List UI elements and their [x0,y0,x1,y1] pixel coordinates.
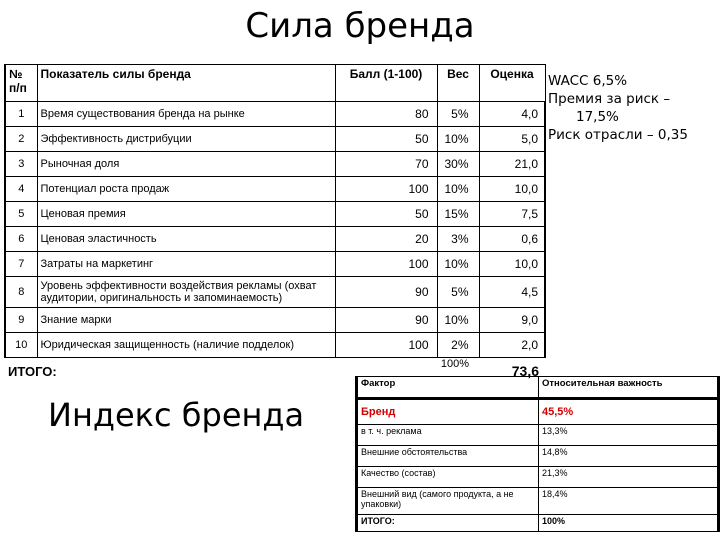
risk-premium-value: 17,5% [576,109,619,125]
row-score: 90 [335,308,437,333]
brand-index-table [355,376,720,532]
total-weight: 100% [440,358,469,370]
row-score: 100 [335,252,437,277]
table-row [357,425,719,446]
brand-index-heading: Индекс бренда [48,396,305,434]
row-rating: 0,6 [479,227,545,252]
row-factor: Бренд [357,399,539,425]
row-num: 3 [5,152,37,177]
row-weight: 10% [437,177,479,202]
total-label: ИТОГО: [8,363,57,379]
row-indicator: Знание марки [37,308,335,333]
row-num: 9 [5,308,37,333]
row-rating: 4,5 [479,277,545,308]
header-weight: Вес [437,65,479,102]
row-indicator: Юридическая защищенность (наличие подделок) [37,333,335,358]
table-header-row [5,65,545,102]
row-weight: 10% [437,308,479,333]
table-row [5,177,545,202]
row-indicator: Затраты на маркетинг [37,252,335,277]
table-row [357,467,719,488]
brand-row [357,399,719,425]
row-num: 6 [5,227,37,252]
header-num: № п/п [5,65,37,102]
row-rating: 2,0 [479,333,545,358]
header-rating: Оценка [479,65,545,102]
table-row [5,252,545,277]
wacc-line: WACC 6,5% [548,73,628,89]
row-weight: 2% [437,333,479,358]
row-rating: 4,0 [479,102,545,127]
row-rating: 7,5 [479,202,545,227]
row-rating: 5,0 [479,127,545,152]
table-row [5,308,545,333]
row-num: 8 [5,277,37,308]
row-rating: 21,0 [479,152,545,177]
row-num: 7 [5,252,37,277]
header-score: Балл (1-100) [335,65,437,102]
row-score: 80 [335,102,437,127]
header-factor: Фактор [357,377,539,399]
row-score: 100 [335,177,437,202]
row-rating: 10,0 [479,177,545,202]
row-weight: 15% [437,202,479,227]
row-weight: 10% [437,127,479,152]
table-row [5,227,545,252]
table-row [357,446,719,467]
index-total-row [357,515,719,532]
table-row [5,102,545,127]
row-num: 10 [5,333,37,358]
total-rating: 73,6 [511,363,539,379]
row-factor: Внешний вид (самого продукта, а не упаковки) [357,488,539,515]
table-row [5,152,545,177]
slide-title: Сила бренда [245,6,475,46]
row-num: 1 [5,102,37,127]
row-weight: 5% [437,277,479,308]
row-score: 50 [335,127,437,152]
index-total-value: 100% [539,515,719,532]
row-indicator: Уровень эффективности воздействия рекламы (охват аудитории, оригинальность и запоминаемость) [37,277,335,308]
industry-risk-line: Риск отрасли – 0,35 [548,127,688,143]
header-importance: Относительная важность [539,377,719,399]
row-importance: 45,5% [539,399,719,425]
row-weight: 30% [437,152,479,177]
row-score: 100 [335,333,437,358]
row-factor: Качество (состав) [357,467,539,488]
table-row [357,488,719,515]
row-importance: 21,3% [539,467,719,488]
row-score: 90 [335,277,437,308]
row-score: 50 [335,202,437,227]
row-indicator: Ценовая эластичность [37,227,335,252]
table-row [5,333,545,358]
row-importance: 14,8% [539,446,719,467]
risk-premium-line: Премия за риск – [548,91,671,107]
index-header-row [357,377,719,399]
row-num: 2 [5,127,37,152]
row-weight: 5% [437,102,479,127]
row-indicator: Ценовая премия [37,202,335,227]
table-row [5,127,545,152]
row-factor: в т. ч. реклама [357,425,539,446]
row-weight: 3% [437,227,479,252]
row-indicator: Рыночная доля [37,152,335,177]
header-indicator: Показатель силы бренда [37,65,335,102]
row-importance: 13,3% [539,425,719,446]
row-weight: 10% [437,252,479,277]
row-score: 20 [335,227,437,252]
row-indicator: Эффективность дистрибуции [37,127,335,152]
row-indicator: Время существования бренда на рынке [37,102,335,127]
row-num: 4 [5,177,37,202]
wacc-notes [548,72,718,144]
row-importance: 18,4% [539,488,719,515]
row-rating: 9,0 [479,308,545,333]
row-factor: Внешние обстоятельства [357,446,539,467]
index-total-label: ИТОГО: [357,515,539,532]
table-row [5,202,545,227]
row-indicator: Потенциал роста продаж [37,177,335,202]
row-score: 70 [335,152,437,177]
brand-strength-table [4,64,546,384]
row-rating: 10,0 [479,252,545,277]
table-row [5,277,545,308]
row-num: 5 [5,202,37,227]
